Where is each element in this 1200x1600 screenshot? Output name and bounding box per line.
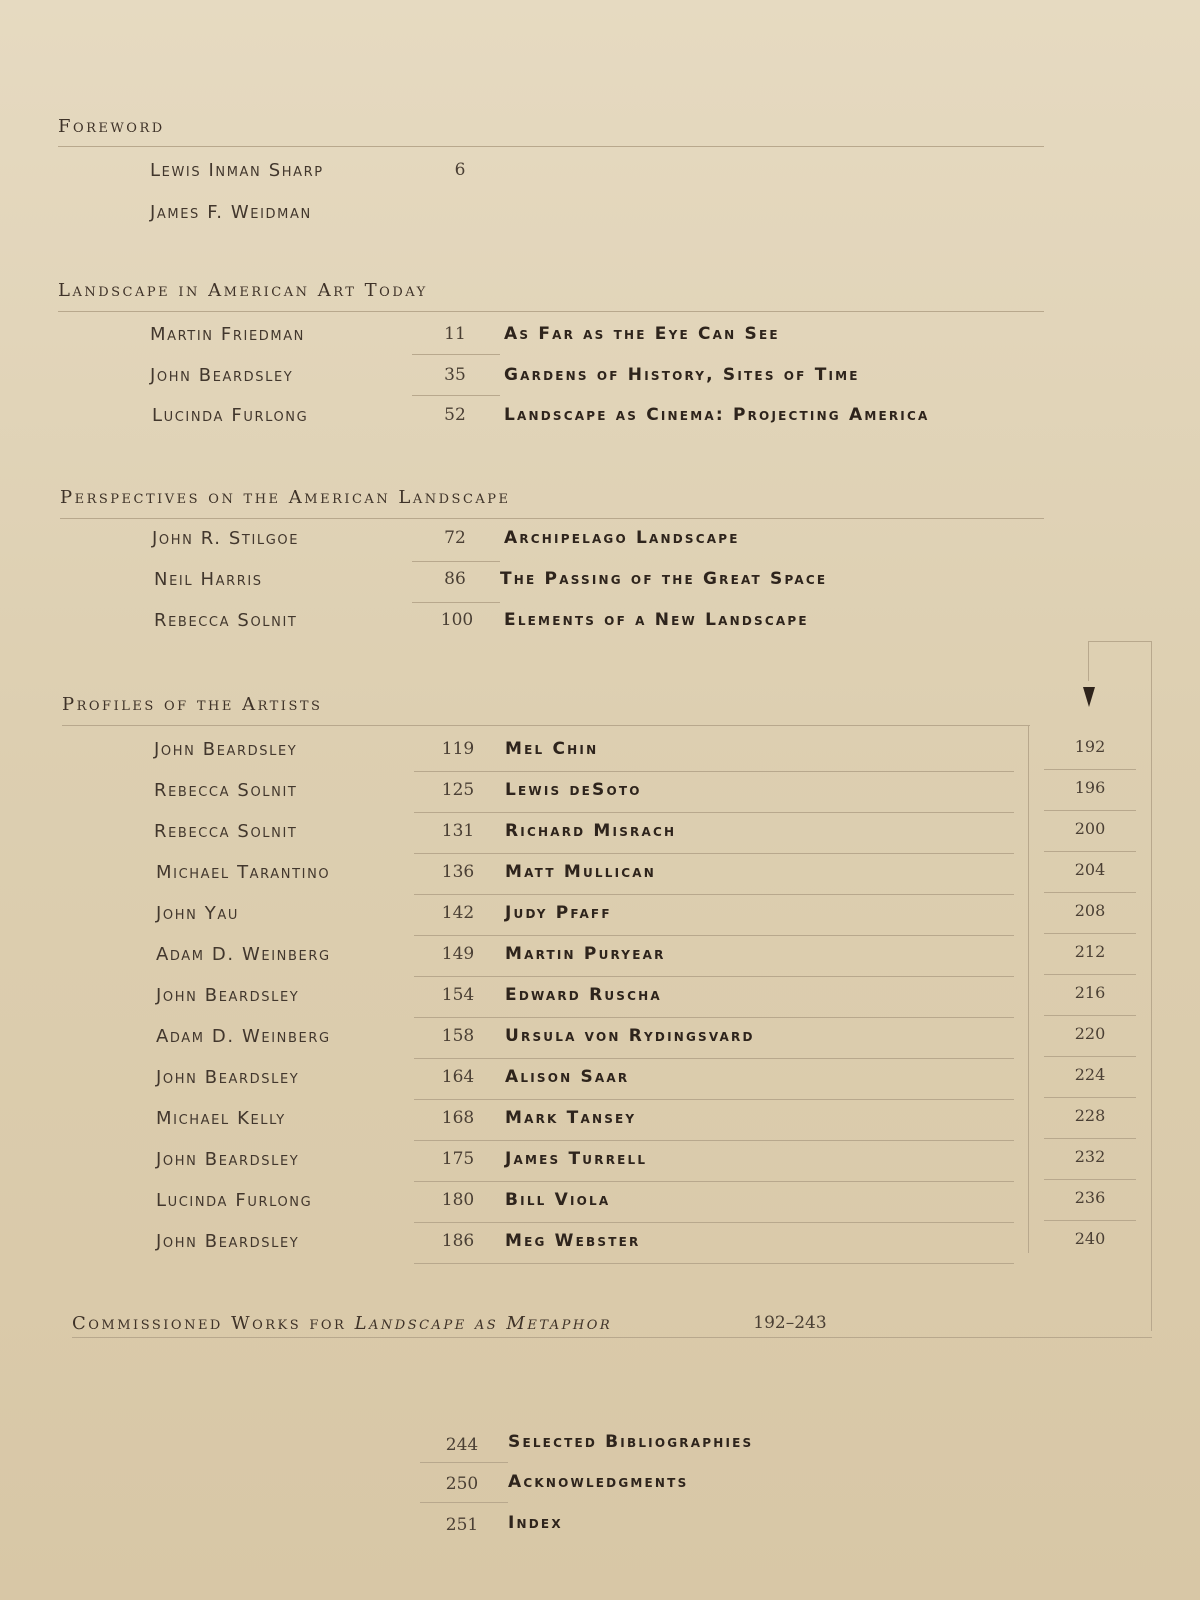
- toc-author: Rebecca Solnit: [154, 780, 298, 801]
- row-rule: [414, 771, 1014, 772]
- section-heading-landscape-today: Landscape in American Art Today: [58, 280, 428, 301]
- toc-title[interactable]: Mark Tansey: [505, 1108, 637, 1128]
- work-page-rule: [1044, 1097, 1136, 1098]
- toc-author: Neil Harris: [154, 569, 263, 590]
- profiles-right-rule: [1028, 725, 1029, 1253]
- toc-title[interactable]: Index: [508, 1513, 563, 1533]
- toc-page-number[interactable]: 149: [441, 944, 475, 964]
- toc-author: John Yau: [156, 903, 239, 924]
- work-page-rule: [1044, 769, 1136, 770]
- toc-author: John Beardsley: [156, 985, 300, 1006]
- row-rule: [414, 976, 1014, 977]
- section-heading-profiles: Profiles of the Artists: [62, 694, 323, 715]
- toc-page-number[interactable]: 154: [441, 985, 475, 1005]
- arrow-down-icon: [1083, 687, 1095, 707]
- work-page-number[interactable]: 212: [1074, 942, 1106, 961]
- row-rule: [414, 935, 1014, 936]
- toc-page-number[interactable]: 186: [441, 1231, 475, 1251]
- section-rule: [72, 1337, 1152, 1338]
- toc-author: Rebecca Solnit: [154, 821, 298, 842]
- toc-title[interactable]: Bill Viola: [505, 1190, 611, 1210]
- commissioned-heading-title: Landscape as Metaphor: [354, 1313, 613, 1334]
- toc-title[interactable]: Acknowledgments: [508, 1472, 689, 1492]
- toc-title[interactable]: Lewis deSoto: [505, 780, 642, 800]
- commissioned-page-range[interactable]: 192–243: [753, 1313, 827, 1333]
- toc-page-number[interactable]: 35: [444, 365, 466, 385]
- work-page-rule: [1044, 851, 1136, 852]
- row-rule: [414, 853, 1014, 854]
- toc-page-number[interactable]: 250: [445, 1474, 479, 1494]
- row-rule: [414, 1140, 1014, 1141]
- toc-author: James F. Weidman: [150, 202, 312, 223]
- toc-title[interactable]: As Far as the Eye Can See: [504, 324, 780, 344]
- toc-page-number[interactable]: 86: [444, 569, 466, 589]
- work-page-number[interactable]: 240: [1074, 1229, 1106, 1248]
- work-page-number[interactable]: 236: [1074, 1188, 1106, 1207]
- work-page-rule: [1044, 1138, 1136, 1139]
- work-page-rule: [1044, 892, 1136, 893]
- toc-page-number[interactable]: 119: [441, 739, 475, 759]
- page-rule: [412, 602, 500, 603]
- toc-author: John Beardsley: [156, 1231, 300, 1252]
- work-page-number[interactable]: 192: [1074, 737, 1106, 756]
- toc-author: Michael Tarantino: [156, 862, 331, 883]
- work-page-rule: [1044, 974, 1136, 975]
- section-heading-foreword: Foreword: [58, 116, 165, 137]
- toc-title[interactable]: Alison Saar: [505, 1067, 630, 1087]
- section-heading-perspectives: Perspectives on the American Landscape: [60, 487, 511, 508]
- row-rule: [414, 1099, 1014, 1100]
- work-page-number[interactable]: 232: [1074, 1147, 1106, 1166]
- toc-title[interactable]: Richard Misrach: [505, 821, 677, 841]
- toc-page-number[interactable]: 168: [441, 1108, 475, 1128]
- work-page-number[interactable]: 216: [1074, 983, 1106, 1002]
- toc-page-number[interactable]: 131: [441, 821, 475, 841]
- row-rule: [414, 812, 1014, 813]
- toc-page-number[interactable]: 6: [454, 160, 466, 180]
- commissioned-heading-prefix: Commissioned Works for: [72, 1313, 347, 1334]
- section-rule: [62, 725, 1030, 726]
- toc-title[interactable]: Judy Pfaff: [505, 903, 612, 923]
- toc-page-number[interactable]: 180: [441, 1190, 475, 1210]
- work-page-number[interactable]: 204: [1074, 860, 1106, 879]
- section-rule: [58, 311, 1044, 312]
- toc-title[interactable]: Gardens of History, Sites of Time: [504, 365, 860, 385]
- toc-author: Lucinda Furlong: [152, 405, 309, 426]
- toc-author: John R. Stilgoe: [152, 528, 300, 549]
- section-rule: [58, 146, 1044, 147]
- work-page-rule: [1044, 933, 1136, 934]
- toc-title[interactable]: Selected Bibliographies: [508, 1432, 754, 1452]
- toc-title[interactable]: Matt Mullican: [505, 862, 656, 882]
- toc-title[interactable]: James Turrell: [505, 1149, 648, 1169]
- toc-page-number[interactable]: 244: [445, 1435, 479, 1455]
- toc-page-number[interactable]: 52: [444, 405, 466, 425]
- toc-title[interactable]: Archipelago Landscape: [504, 528, 740, 548]
- toc-author: Michael Kelly: [156, 1108, 286, 1129]
- bracket-top-rule: [1088, 641, 1152, 642]
- page-rule: [412, 354, 500, 355]
- toc-title[interactable]: The Passing of the Great Space: [500, 569, 828, 589]
- work-page-number[interactable]: 200: [1074, 819, 1106, 838]
- toc-page-number[interactable]: 136: [441, 862, 475, 882]
- toc-author: John Beardsley: [156, 1149, 300, 1170]
- bracket-vertical-rule: [1151, 641, 1152, 1331]
- toc-author: John Beardsley: [156, 1067, 300, 1088]
- toc-page-number[interactable]: 142: [441, 903, 475, 923]
- toc-title[interactable]: Elements of a New Landscape: [504, 610, 809, 630]
- page-rule: [420, 1502, 508, 1503]
- row-rule: [414, 894, 1014, 895]
- toc-author: Adam D. Weinberg: [156, 944, 331, 965]
- row-rule: [414, 1058, 1014, 1059]
- page-rule: [412, 395, 500, 396]
- toc-author: Lucinda Furlong: [156, 1190, 313, 1211]
- toc-author: John Beardsley: [150, 365, 294, 386]
- toc-page-number[interactable]: 164: [441, 1067, 475, 1087]
- row-rule: [414, 1263, 1014, 1264]
- section-rule: [60, 518, 1044, 519]
- work-page-rule: [1044, 1015, 1136, 1016]
- toc-page-number[interactable]: 11: [444, 324, 466, 344]
- toc-author: Lewis Inman Sharp: [150, 160, 324, 181]
- work-page-rule: [1044, 1220, 1136, 1221]
- row-rule: [414, 1181, 1014, 1182]
- toc-page-number[interactable]: 125: [441, 780, 475, 800]
- section-heading-commissioned: [72, 1313, 612, 1334]
- row-rule: [414, 1017, 1014, 1018]
- page-rule: [420, 1462, 508, 1463]
- toc-author: Adam D. Weinberg: [156, 1026, 331, 1047]
- work-page-rule: [1044, 1056, 1136, 1057]
- work-page-rule: [1044, 810, 1136, 811]
- work-page-number[interactable]: 208: [1074, 901, 1106, 920]
- toc-title[interactable]: Martin Puryear: [505, 944, 666, 964]
- work-page-number[interactable]: 224: [1074, 1065, 1106, 1084]
- toc-title[interactable]: Landscape as Cinema: Projecting America: [504, 405, 930, 425]
- toc-page-number[interactable]: 158: [441, 1026, 475, 1046]
- toc-author: John Beardsley: [154, 739, 298, 760]
- toc-title[interactable]: Meg Webster: [505, 1231, 641, 1251]
- toc-title[interactable]: Ursula von Rydingsvard: [505, 1026, 755, 1046]
- work-page-rule: [1044, 1179, 1136, 1180]
- row-rule: [414, 1222, 1014, 1223]
- page-rule: [412, 561, 500, 562]
- toc-page-number[interactable]: 100: [440, 610, 474, 630]
- toc-author: Rebecca Solnit: [154, 610, 298, 631]
- toc-page-number[interactable]: 251: [445, 1515, 479, 1535]
- work-page-number[interactable]: 196: [1074, 778, 1106, 797]
- toc-title[interactable]: Mel Chin: [505, 739, 599, 759]
- toc-title[interactable]: Edward Ruscha: [505, 985, 662, 1005]
- toc-page-number[interactable]: 72: [444, 528, 466, 548]
- toc-author: Martin Friedman: [150, 324, 306, 345]
- work-page-number[interactable]: 220: [1074, 1024, 1106, 1043]
- work-page-number[interactable]: 228: [1074, 1106, 1106, 1125]
- arrow-stem: [1088, 641, 1089, 681]
- toc-page-number[interactable]: 175: [441, 1149, 475, 1169]
